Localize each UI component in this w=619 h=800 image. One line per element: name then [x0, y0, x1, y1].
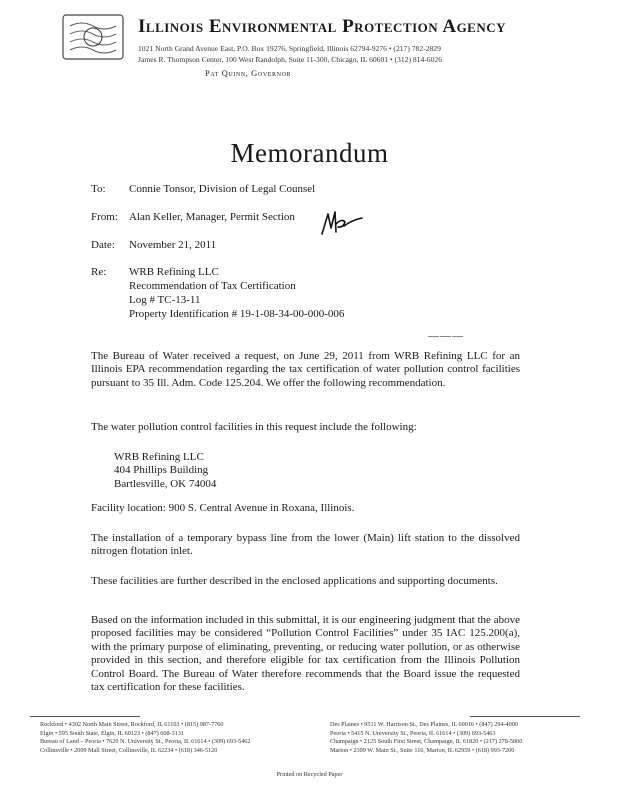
body-paragraph-4: These facilities are further described in the enclosed applications and supporting documents. [91, 575, 498, 587]
agency-address-springfield: 1021 North Grand Avenue East, P.O. Box 19276, Springfield, Illinois 62794-9276 • (217) 782-2829 [138, 44, 441, 53]
footer-office-line: Collinsville • 2009 Mall Street, Collinsville, IL 62234 • (618) 346-5120 [40, 746, 218, 754]
footer-office-line: Marion • 2309 W. Main St., Suite 116, Marion, IL 62959 • (618) 993-7200 [330, 746, 515, 754]
from-label: From: [91, 211, 118, 223]
governor-name: Pat Quinn, Governor [205, 68, 292, 78]
body-paragraph-3: The installation of a temporary bypass line from the lower (Main) lift station to the dissolved nitrogen flotation inlet. [91, 532, 520, 558]
re-line-4: Property Identification # 19-1-08-34-00-000-006 [129, 308, 345, 320]
footer-office-line: Bureau of Land – Peoria • 7620 N. University St., Peoria, IL 61614 • (309) 693-5462 [40, 738, 251, 746]
company-address-block [114, 451, 216, 491]
re-line-3: Log # TC-13-11 [129, 294, 201, 306]
company-address-line: Bartlesville, OK 74004 [114, 477, 217, 490]
date-value: November 21, 2011 [129, 239, 217, 251]
footer-office-line: Peoria • 5415 N. University St., Peoria, IL 61614 • (309) 693-5463 [330, 729, 496, 737]
memo-title: Memorandum [230, 138, 389, 168]
agency-seal-icon [62, 14, 124, 60]
footer-rule-left [30, 716, 140, 717]
footer-office-line: Rockford • 4302 North Main Street, Rockford, IL 61103 • (815) 987-7760 [40, 721, 224, 728]
agency-address-chicago: James R. Thompson Center, 100 West Randolph, Suite 11-300, Chicago, IL 60601 • (312) 814-6026 [138, 55, 442, 64]
body-paragraph-1: The Bureau of Water received a request, on June 29, 2011 from WRB Refining LLC for an Illinois EPA recommendation regarding the tax certification of water pollution control facilities pursuant to 35 Ill. Adm. Code 125.204. We offer the following recommendation. [91, 350, 520, 389]
header-divider: ——— [428, 330, 464, 342]
company-address-line: 404 Phillips Building [114, 464, 209, 477]
to-label: To: [91, 183, 106, 195]
footer-rule-right [470, 716, 580, 717]
re-line-1: WRB Refining LLC [129, 266, 219, 278]
footer-office-line: Des Plaines • 9511 W. Harrison St., Des Plaines, IL 60016 • (847) 294-4000 [330, 721, 518, 728]
footer-offices-right [330, 721, 522, 755]
agency-name: Illinois Environmental Protection Agency [138, 16, 507, 37]
footer-office-line: Champaign • 2125 South First Street, Champaign, IL 61820 • (217) 278-5800 [330, 738, 523, 746]
signature-initials [318, 208, 364, 238]
facility-location: Facility location: 900 S. Central Avenue in Roxana, Illinois. [91, 502, 355, 514]
re-label: Re: [91, 266, 107, 278]
footer-offices-left [40, 721, 251, 755]
body-paragraph-5: Based on the information included in this submittal, it is our engineering judgment that the above proposed facilities may be considered “Pollution Control Facilities” under 35 IAC 125.200(a), with the primary purpose of eliminating, preventing, or reducing water pollution, or as otherwise provided in this section, and therefore eligible for tax certification from the Illinois Pollution Control Board. The Bureau of Water therefore recommends that the Board issue the requested tax certification for these facilities. [91, 614, 520, 694]
date-label: Date: [91, 239, 115, 251]
footer-office-line: Elgin • 595 South State, Elgin, IL 60123 • (847) 608-3131 [40, 729, 184, 737]
company-address-line: WRB Refining LLC [114, 451, 204, 463]
from-value: Alan Keller, Manager, Permit Section [129, 211, 295, 223]
body-paragraph-2: The water pollution control facilities in this request include the following: [91, 421, 417, 433]
to-value: Connie Tonsor, Division of Legal Counsel [129, 183, 316, 195]
recycled-paper-note: Printed on Recycled Paper [276, 771, 343, 778]
re-line-2: Recommendation of Tax Certification [129, 280, 296, 292]
